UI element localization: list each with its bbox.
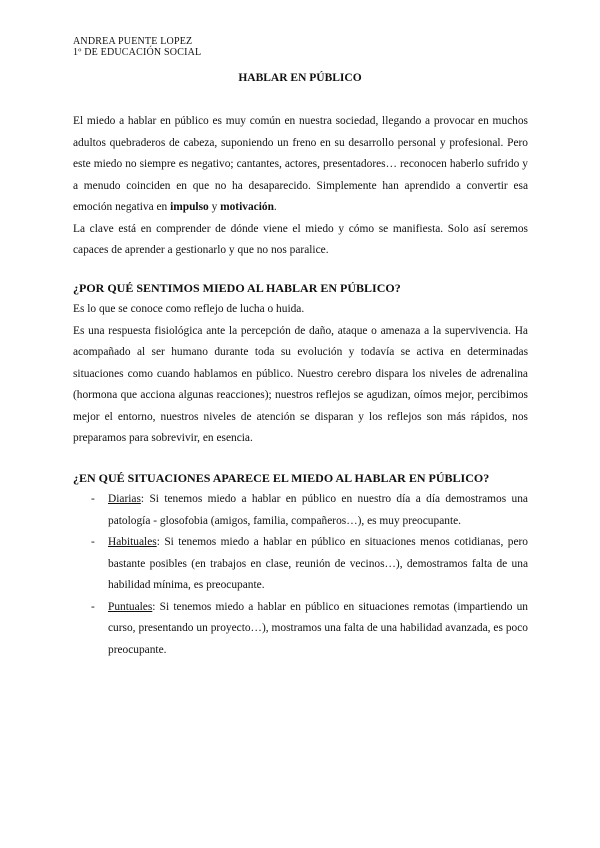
section1-paragraph-2: Es una respuesta fisiológica ante la percepción de daño, ataque o amenaza a la supervivencia. Ha acompañado al ser humano durante toda su evolución y todavía se activa en determinadas situaciones como cuando hablamos en público. Nuestro cerebro dispara los niveles de adrenalina (hormona que acciona algunas reacciones); nuestros reflejos se agudizan, oímos mejor, percibimos mejor el entorno, nuestros niveles de atención se disparan y los reflejos son más rápidos, nos preparamos para sobrevivir, en esencia. xyxy=(73,324,528,444)
term-diarias: Diarias xyxy=(108,493,141,505)
list-dash: - xyxy=(91,493,95,505)
document-header xyxy=(73,36,201,58)
item-text: : Si tenemos miedo a hablar en público en nuestro día a día demostramos una patología - glosofobia (amigos, familia, compañeros…), es muy preocupante. xyxy=(108,493,528,527)
situations-list xyxy=(73,489,528,661)
term-habituales: Habituales xyxy=(108,536,157,548)
keyword-motivacion: motivación xyxy=(220,201,274,213)
item-text: : Si tenemos miedo a hablar en público en situaciones menos cotidianas, pero bastante posibles (en trabajos en clase, reunión de vecinos…), demostramos falta de una habilidad mínima, es preocupante. xyxy=(108,536,528,591)
intro-paragraph-1 xyxy=(73,111,528,219)
document-title: HABLAR EN PÚBLICO xyxy=(238,72,362,84)
list-item-puntuales xyxy=(73,597,528,662)
course-name: 1º DE EDUCACIÓN SOCIAL xyxy=(73,47,202,58)
list-item-habituales xyxy=(73,532,528,597)
section1-heading: ¿POR QUÉ SENTIMOS MIEDO AL HABLAR EN PÚBLICO? xyxy=(73,280,401,295)
section2-heading: ¿EN QUÉ SITUACIONES APARECE EL MIEDO AL HABLAR EN PÚBLICO? xyxy=(73,470,490,485)
term-puntuales: Puntuales xyxy=(108,600,153,613)
intro-paragraph-2: La clave está en comprender de dónde viene el miedo y cómo se manifiesta. Solo así seremos capaces de aprender a gestionarlo y que no nos paralice. xyxy=(73,222,528,256)
document-body xyxy=(73,111,528,661)
author-name: ANDREA PUENTE LOPEZ xyxy=(73,36,193,47)
intro-text: El miedo a hablar en público es muy común en nuestra sociedad, llegando a provocar en muchos adultos quebraderos de cabeza, suponiendo un freno en su desarrollo personal y profesional. Pero este miedo no siempre es negativo; cantantes, actores, presentadores… reconocen haberlo sufrido y a menudo coinciden en que no ha desaparecido. Simplemente han aprendido a convertir esa emoción negativa en xyxy=(73,115,528,213)
period: . xyxy=(273,201,277,213)
list-item-diarias xyxy=(73,489,528,532)
conjunction: y xyxy=(208,201,221,213)
list-dash: - xyxy=(91,600,95,613)
list-dash: - xyxy=(91,536,95,548)
item-text: : Si tenemos miedo a hablar en público en situaciones remotas (impartiendo un curso, presentando un proyecto…), mostramos una falta de una habilidad avanzada, es poco preocupante. xyxy=(108,600,528,656)
section1-paragraph-1: Es lo que se conoce como reflejo de lucha o huida. xyxy=(73,303,305,315)
keyword-impulso: impulso xyxy=(170,201,209,213)
